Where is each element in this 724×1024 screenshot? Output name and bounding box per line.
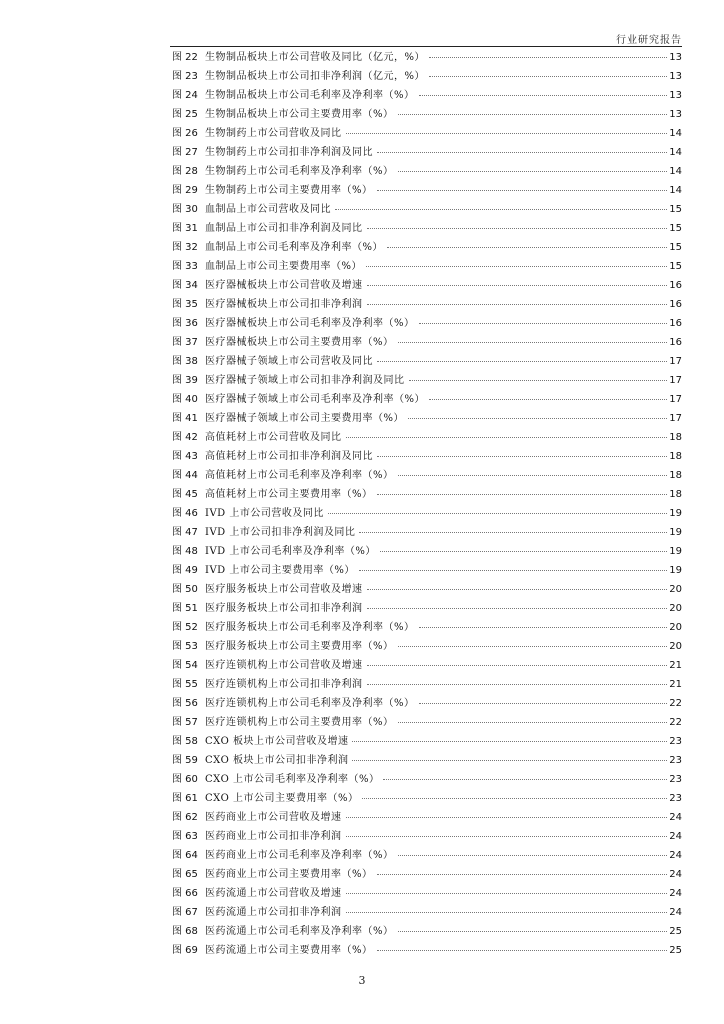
figure-page-number: 14 [669,128,682,139]
toc-entry[interactable] [172,466,682,485]
dot-leader [377,494,668,495]
figure-page-number: 18 [669,451,682,462]
figure-title: 医疗器械子领域上市公司营收及同比 [205,356,373,367]
figure-title: 高值耗材上市公司扣非净利润及同比 [205,451,373,462]
toc-entry[interactable] [172,789,682,808]
figure-title: 高值耗材上市公司主要费用率（%） [205,489,373,500]
figure-title: CXO 板块上市公司扣非净利润 [205,755,349,766]
figure-page-number: 15 [669,242,682,253]
figure-number: 图 45 [172,489,198,500]
dot-leader [377,190,668,191]
toc-entry[interactable] [172,105,682,124]
toc-entry[interactable] [172,447,682,466]
figure-title: 生物制品板块上市公司营收及同比（亿元，%） [205,52,426,63]
dot-leader [429,399,667,400]
figure-title: 血制品上市公司营收及同比 [205,204,331,215]
figure-title: 医疗器械子领域上市公司扣非净利润及同比 [205,375,405,386]
figure-number: 图 50 [172,584,198,595]
figure-number: 图 23 [172,71,198,82]
figure-title: 医疗服务板块上市公司毛利率及净利率（%） [205,622,415,633]
toc-entry[interactable] [172,504,682,523]
figure-title: 医疗服务板块上市公司营收及增速 [205,584,363,595]
toc-entry[interactable] [172,732,682,751]
figure-number: 图 37 [172,337,198,348]
figure-page-number: 17 [669,356,682,367]
figure-number: 图 61 [172,793,198,804]
page-header [170,30,682,47]
figure-number: 图 34 [172,280,198,291]
toc-entry[interactable] [172,675,682,694]
figure-number: 图 42 [172,432,198,443]
toc-entry-text [172,713,394,732]
toc-entry-text [172,789,358,808]
figure-page-number: 15 [669,204,682,215]
figure-title: 医药商业上市公司扣非净利润 [205,831,342,842]
figure-page-number: 24 [669,907,682,918]
figure-title: 医疗器械子领域上市公司毛利率及净利率（%） [205,394,426,405]
toc-entry[interactable] [172,827,682,846]
figure-number: 图 22 [172,52,198,63]
figure-title: 生物制药上市公司毛利率及净利率（%） [205,166,394,177]
toc-entry[interactable] [172,694,682,713]
toc-entry-text [172,48,425,67]
toc-entry[interactable] [172,637,682,656]
toc-entry-text [172,124,342,143]
toc-entry[interactable] [172,618,682,637]
dot-leader [383,779,667,780]
dot-leader [377,361,667,362]
dot-leader [367,228,668,229]
figure-page-number: 24 [669,888,682,899]
figure-page-number: 18 [669,470,682,481]
dot-leader [352,741,667,742]
figure-number: 图 56 [172,698,198,709]
figure-title: 生物制品板块上市公司扣非净利润（亿元，%） [205,71,426,82]
figure-title: 高值耗材上市公司毛利率及净利率（%） [205,470,394,481]
figure-page-number: 23 [669,774,682,785]
toc-entry-text [172,257,362,276]
figure-number: 图 48 [172,546,198,557]
toc-entry-text [172,599,363,618]
toc-entry[interactable] [172,903,682,922]
figure-page-number: 19 [669,527,682,538]
figure-number: 图 25 [172,109,198,120]
figure-title: 医疗器械板块上市公司毛利率及净利率（%） [205,318,415,329]
figure-number: 图 41 [172,413,198,424]
toc-entry-text [172,504,324,523]
figure-page-number: 13 [669,109,682,120]
toc-entry[interactable] [172,884,682,903]
dot-leader [346,437,668,438]
dot-leader [398,722,668,723]
dot-leader [377,874,668,875]
dot-leader [367,589,668,590]
figure-title: IVD 上市公司毛利率及净利率（%） [205,546,376,557]
figure-title: 医疗服务板块上市公司扣非净利润 [205,603,363,614]
figure-page-number: 20 [669,622,682,633]
figure-number: 图 58 [172,736,198,747]
figure-number: 图 52 [172,622,198,633]
figure-page-number: 13 [669,71,682,82]
toc-entry-text [172,770,379,789]
report-type-label: 行业研究报告 [616,35,682,46]
figure-page-number: 19 [669,508,682,519]
figure-title: 医疗连锁机构上市公司毛利率及净利率（%） [205,698,415,709]
dot-leader [398,475,668,476]
toc-entry-text [172,732,348,751]
figure-page-number: 14 [669,166,682,177]
dot-leader [419,703,668,704]
dot-leader [352,760,667,761]
figure-page-number: 22 [669,698,682,709]
toc-entry[interactable] [172,314,682,333]
figure-page-number: 21 [669,660,682,671]
figure-number: 图 51 [172,603,198,614]
figure-number: 图 39 [172,375,198,386]
dot-leader [398,931,668,932]
toc-entry[interactable] [172,542,682,561]
dot-leader [377,950,668,951]
figure-page-number: 13 [669,90,682,101]
dot-leader [380,551,667,552]
figure-title: 医药流通上市公司主要费用率（%） [205,945,373,956]
figure-page-number: 17 [669,375,682,386]
toc-entry[interactable] [172,599,682,618]
toc-entry-text [172,295,363,314]
toc-entry-text [172,808,342,827]
figure-title: 血制品上市公司扣非净利润及同比 [205,223,363,234]
figure-number: 图 26 [172,128,198,139]
figure-page-number: 21 [669,679,682,690]
dot-leader [362,798,667,799]
figure-title: 医疗器械板块上市公司扣非净利润 [205,299,363,310]
toc-entry-text [172,333,394,352]
figure-number: 图 33 [172,261,198,272]
toc-entry[interactable] [172,922,682,941]
toc-entry[interactable] [172,352,682,371]
figure-title: 医疗器械子领域上市公司主要费用率（%） [205,413,405,424]
figure-title: 生物制药上市公司营收及同比 [205,128,342,139]
figure-number: 图 53 [172,641,198,652]
figure-page-number: 18 [669,489,682,500]
dot-leader [359,532,667,533]
toc-entry[interactable] [172,523,682,542]
toc-entry[interactable] [172,124,682,143]
figure-title: 血制品上市公司毛利率及净利率（%） [205,242,384,253]
toc-entry[interactable] [172,751,682,770]
toc-entry[interactable] [172,181,682,200]
toc-entry[interactable] [172,656,682,675]
figure-number: 图 28 [172,166,198,177]
figure-number: 图 29 [172,185,198,196]
toc-entry[interactable] [172,485,682,504]
figure-title: 生物制药上市公司扣非净利润及同比 [205,147,373,158]
toc-entry[interactable] [172,86,682,105]
dot-leader [346,893,668,894]
toc-entry[interactable] [172,333,682,352]
toc-entry-text [172,428,342,447]
figure-title: IVD 上市公司营收及同比 [205,508,324,519]
figure-page-number: 24 [669,831,682,842]
toc-entry-text [172,200,331,219]
figure-page-number: 20 [669,641,682,652]
toc-entry-text [172,485,373,504]
toc-entry-text [172,922,394,941]
toc-entry[interactable] [172,561,682,580]
figure-title: CXO 上市公司毛利率及净利率（%） [205,774,380,785]
toc-entry[interactable] [172,846,682,865]
figure-page-number: 24 [669,850,682,861]
toc-entry-text [172,352,373,371]
toc-entry-text [172,941,373,960]
figure-title: CXO 上市公司主要费用率（%） [205,793,359,804]
toc-entry-text [172,656,363,675]
toc-entry-text [172,523,355,542]
dot-leader [367,285,668,286]
toc-entry[interactable] [172,865,682,884]
figure-page-number: 19 [669,565,682,576]
figure-page-number: 13 [669,52,682,63]
figure-page-number: 19 [669,546,682,557]
toc-entry-text [172,561,355,580]
figure-title: 医疗服务板块上市公司主要费用率（%） [205,641,394,652]
figure-page-number: 23 [669,755,682,766]
figure-title: 生物制品板块上市公司毛利率及净利率（%） [205,90,415,101]
figure-title: 医疗器械板块上市公司主要费用率（%） [205,337,394,348]
dot-leader [366,266,667,267]
toc-entry-text [172,276,363,295]
figure-page-number: 23 [669,793,682,804]
figure-number: 图 54 [172,660,198,671]
figure-number: 图 62 [172,812,198,823]
dot-leader [398,855,668,856]
figure-number: 图 40 [172,394,198,405]
dot-leader [409,380,668,381]
dot-leader [346,912,668,913]
figure-page-number: 17 [669,413,682,424]
figure-page-number: 16 [669,280,682,291]
figure-number: 图 31 [172,223,198,234]
toc-entry[interactable] [172,295,682,314]
figure-number: 图 49 [172,565,198,576]
figure-number: 图 67 [172,907,198,918]
figure-title: 医疗连锁机构上市公司扣非净利润 [205,679,363,690]
figure-title: 医药商业上市公司营收及增速 [205,812,342,823]
figure-title: 高值耗材上市公司营收及同比 [205,432,342,443]
dot-leader [367,665,668,666]
figure-title: IVD 上市公司扣非净利润及同比 [205,527,356,538]
toc-entry-text [172,105,394,124]
figure-title: 医药流通上市公司毛利率及净利率（%） [205,926,394,937]
dot-leader [346,836,668,837]
toc-entry-text [172,751,348,770]
figure-page-number: 18 [669,432,682,443]
figure-page-number: 16 [669,337,682,348]
toc-entry-text [172,675,363,694]
dot-leader [346,133,668,134]
toc-entry[interactable] [172,219,682,238]
dot-leader [335,209,667,210]
toc-entry[interactable] [172,48,682,67]
toc-entry-text [172,238,383,257]
figure-title: 医疗连锁机构上市公司主要费用率（%） [205,717,394,728]
figure-page-number: 14 [669,147,682,158]
figure-page-number: 25 [669,945,682,956]
figure-page-number: 22 [669,717,682,728]
dot-leader [377,152,667,153]
dot-leader [367,684,668,685]
figure-page-number: 24 [669,812,682,823]
toc-entry[interactable] [172,371,682,390]
toc-entry-text [172,884,342,903]
toc-entry-text [172,846,394,865]
figure-number: 图 55 [172,679,198,690]
page-number: 3 [358,974,366,987]
figure-page-number: 25 [669,926,682,937]
toc-entry-text [172,143,373,162]
toc-entry[interactable] [172,941,682,960]
figure-number: 图 64 [172,850,198,861]
toc-entry-text [172,86,415,105]
toc-entry-text [172,827,342,846]
figure-number: 图 57 [172,717,198,728]
figure-page-number: 20 [669,584,682,595]
dot-leader [398,171,668,172]
figure-page-number: 15 [669,223,682,234]
figure-number: 图 46 [172,508,198,519]
dot-leader [398,342,668,343]
toc-entry-text [172,67,425,86]
figure-title: 医药流通上市公司扣非净利润 [205,907,342,918]
toc-entry[interactable] [172,580,682,599]
figure-number: 图 38 [172,356,198,367]
toc-entry[interactable] [172,390,682,409]
figure-number: 图 35 [172,299,198,310]
toc-entry[interactable] [172,713,682,732]
dot-leader [419,627,668,628]
figure-number: 图 30 [172,204,198,215]
toc-entry[interactable] [172,200,682,219]
figure-page-number: 20 [669,603,682,614]
figure-title: 医疗器械板块上市公司营收及增速 [205,280,363,291]
figure-title: 医药商业上市公司毛利率及净利率（%） [205,850,394,861]
toc-entry-text [172,694,415,713]
toc-entry-text [172,314,415,333]
figure-page-number: 16 [669,299,682,310]
toc-entry[interactable] [172,143,682,162]
dot-leader [387,247,667,248]
toc-entry[interactable] [172,257,682,276]
toc-entry-text [172,637,394,656]
dot-leader [398,646,668,647]
toc-entry[interactable] [172,770,682,789]
figure-page-number: 16 [669,318,682,329]
figure-title: 医药商业上市公司主要费用率（%） [205,869,373,880]
toc-entry[interactable] [172,428,682,447]
figure-title: 生物制药上市公司主要费用率（%） [205,185,373,196]
toc-entry[interactable] [172,162,682,181]
figure-number: 图 65 [172,869,198,880]
toc-entry-text [172,219,363,238]
toc-entry-text [172,181,373,200]
figure-list [172,48,682,960]
figure-number: 图 63 [172,831,198,842]
toc-entry-text [172,162,394,181]
figure-number: 图 47 [172,527,198,538]
toc-entry-text [172,580,363,599]
dot-leader [328,513,667,514]
dot-leader [346,817,668,818]
figure-number: 图 69 [172,945,198,956]
dot-leader [367,304,668,305]
figure-title: 生物制品板块上市公司主要费用率（%） [205,109,394,120]
figure-number: 图 32 [172,242,198,253]
dot-leader [359,570,667,571]
toc-entry[interactable] [172,67,682,86]
figure-page-number: 24 [669,869,682,880]
dot-leader [419,95,668,96]
figure-number: 图 60 [172,774,198,785]
dot-leader [367,608,668,609]
toc-entry-text [172,865,373,884]
toc-entry-text [172,390,425,409]
toc-entry-text [172,618,415,637]
toc-entry-text [172,542,376,561]
dot-leader [398,114,668,115]
toc-entry[interactable] [172,276,682,295]
figure-number: 图 36 [172,318,198,329]
figure-number: 图 68 [172,926,198,937]
figure-page-number: 15 [669,261,682,272]
figure-number: 图 24 [172,90,198,101]
toc-entry[interactable] [172,409,682,428]
toc-entry-text [172,447,373,466]
dot-leader [408,418,667,419]
figure-title: 血制品上市公司主要费用率（%） [205,261,363,272]
toc-entry[interactable] [172,238,682,257]
toc-entry-text [172,371,405,390]
toc-entry-text [172,409,404,428]
figure-number: 图 66 [172,888,198,899]
dot-leader [377,456,667,457]
dot-leader [419,323,668,324]
dot-leader [429,76,667,77]
figure-page-number: 14 [669,185,682,196]
figure-title: 医药流通上市公司营收及增速 [205,888,342,899]
figure-title: IVD 上市公司主要费用率（%） [205,565,355,576]
dot-leader [429,57,667,58]
toc-entry-text [172,903,342,922]
figure-number: 图 27 [172,147,198,158]
toc-entry-text [172,466,394,485]
figure-number: 图 44 [172,470,198,481]
toc-entry[interactable] [172,808,682,827]
figure-number: 图 59 [172,755,198,766]
figure-page-number: 23 [669,736,682,747]
figure-title: CXO 板块上市公司营收及增速 [205,736,349,747]
figure-page-number: 17 [669,394,682,405]
figure-title: 医疗连锁机构上市公司营收及增速 [205,660,363,671]
figure-number: 图 43 [172,451,198,462]
